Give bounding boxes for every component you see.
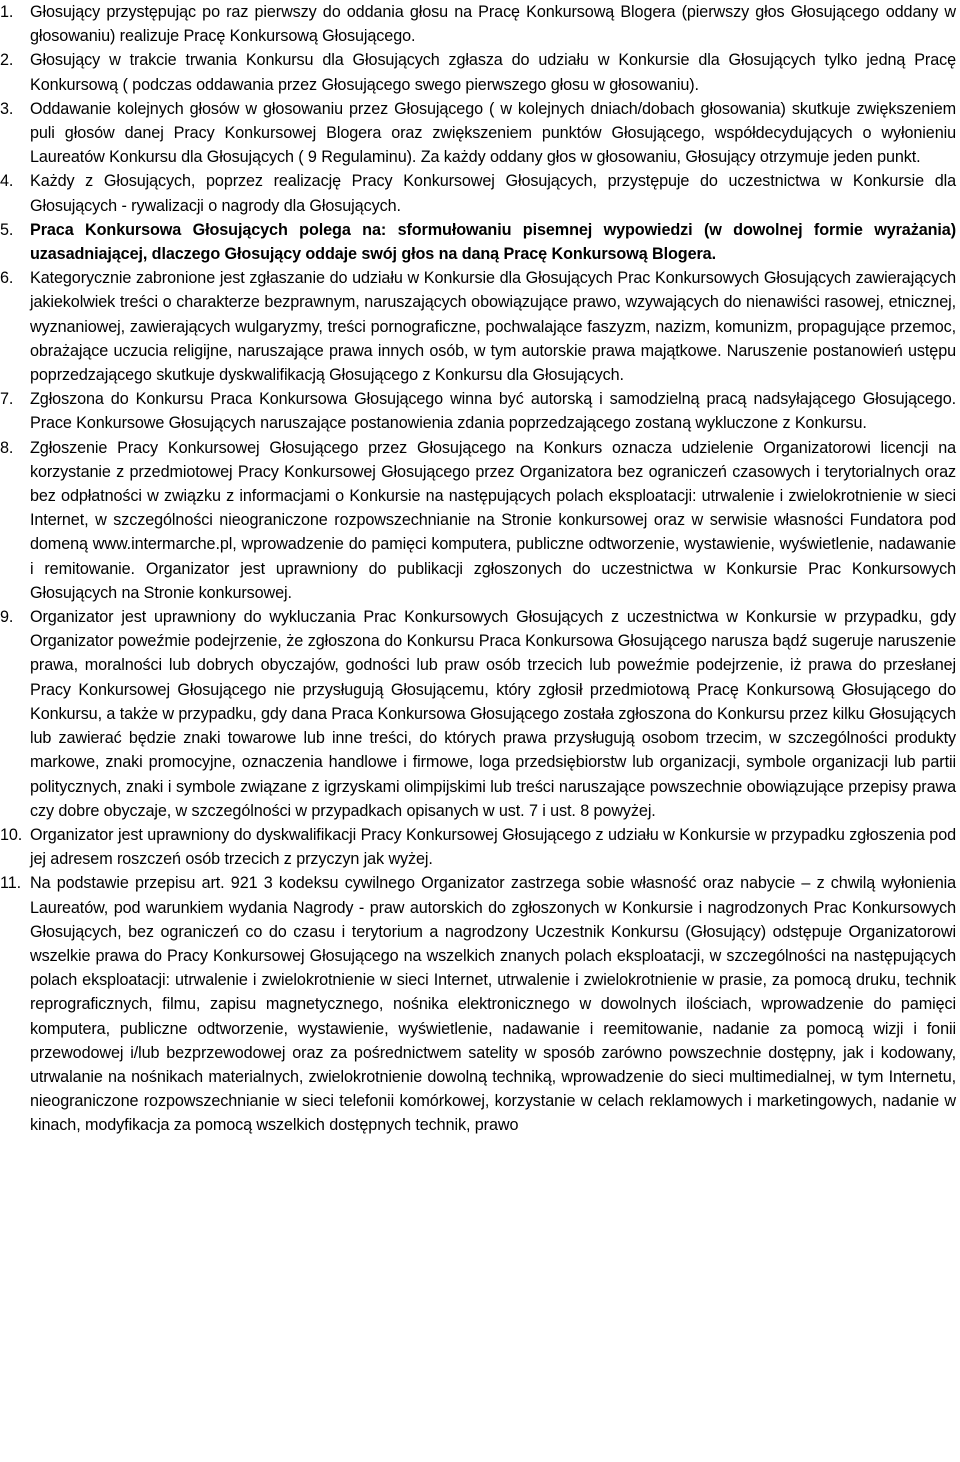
- list-item: [0, 871, 956, 1137]
- item-number: 10.: [0, 825, 23, 844]
- item-number: 6.: [0, 269, 14, 288]
- item-number: 11.: [0, 874, 22, 893]
- list-item: [0, 266, 956, 387]
- item-number: 8.: [0, 438, 14, 457]
- item-number: 7.: [0, 390, 14, 409]
- item-text: Zgłoszona do Konkursu Praca Konkursowa Głosującego winna być autorską i samodzielną pracą nadsyłającego Głosującego. Prace Konkursowe Głosujących naruszające postanowienia zdania poprzedzającego zostaną wykluczone z Konkursu.: [30, 390, 956, 433]
- item-text: Organizator jest uprawniony do wykluczania Prac Konkursowych Głosujących z uczestnictwa w Konkursie w przypadku, gdy Organizator poweźmie podejrzenie, że zgłoszona do Konkursu Praca Konkursowa Głosującego narusza bądź sugeruje naruszenie prawa, moralności lub dobrych obyczajów, godności lub praw osób trzecich lub poweźmie podejrzenie, iż prawa do przesłanej Pracy Konkursowej Głosującego nie przysługują Głosującemu, który zgłosił przedmiotową Pracę Konkursową Głosującego do Konkursu, a także w przypadku, gdy dana Praca Konkursowa Głosującego została zgłoszona do Konkursu przez kilku Głosujących lub zawierać będzie znaki towarowe lub inne treści, do których prawa przysługują osobom trzecim, w szczególności produkty markowe, znaki promocyjne, oznaczenia handlowe i firmowe, loga przedsiębiorstw lub organizacji, symbole organizacji lub partii politycznych, znaki i symbole związane z igrzyskami olimpijskimi lub treści naruszające powszechnie obowiązujące przepisy prawa czy dobre obyczaje, w szczególności w przypadkach opisanych w ust. 7 i ust. 8 powyżej.: [30, 608, 956, 820]
- list-item: [0, 387, 956, 435]
- item-text: Zgłoszenie Pracy Konkursowej Głosującego przez Głosującego na Konkurs oznacza udzielenie Organizatorowi licencji na korzystanie z przedmiotowej Pracy Konkursowej Głosującego przez Organizatora bez ograniczeń czasowych i terytorialnych oraz bez odpłatności w związku z informacjami o Konkursie na następujących polach eksploatacji: utrwalenie i zwielokrotnienie w sieci Internet, w szczególności nieograniczone rozpowszechnianie na Stronie konkursowej oraz w serwisie własności Fundatora pod domeną www.intermarche.pl, wprowadzenie do pamięci komputera, publiczne odtworzenie, wystawienie, wyświetlenie, nadawanie i remitowanie. Organizator jest uprawniony do publikacji zgłoszonych do uczestnictwa w Konkursie Prac Konkursowych Głosujących na Stronie konkursowej.: [30, 438, 956, 602]
- item-text: Oddawanie kolejnych głosów w głosowaniu przez Głosującego ( w kolejnych dniach/dobach głosowania) skutkuje zwiększeniem puli głosów danej Pracy Konkursowej Blogera oraz zwiększeniem punktów Głosującego, współdecydujących o wyłonieniu Laureatów Konkursu dla Głosujących ( 9 Regulaminu). Za każdy oddany głos w głosowaniu, Głosujący otrzymuje jeden punkt.: [30, 99, 956, 167]
- list-item: [0, 0, 956, 48]
- list-item: [0, 605, 956, 823]
- item-text: Kategorycznie zabronione jest zgłaszanie do udziału w Konkursie dla Głosujących Prac Konkursowych Głosujących zawierających jakiekolwiek treści o charakterze bezprawnym, naruszających obowiązujące prawo, wzywających do nienawiści rasowej, etnicznej, wyznaniowej, zawierających wulgaryzmy, treści pornograficzne, pochwalające faszyzm, nazizm, komunizm, propagujące przemoc, obrażające uczucia religijne, naruszające prawa innych osób, w tym autorskie prawa majątkowe. Naruszenie postanowień ustępu poprzedzającego skutkuje dyskwalifikacją Głosującego z Konkursu dla Głosujących.: [30, 269, 956, 385]
- item-text: Na podstawie przepisu art. 921 3 kodeksu cywilnego Organizator zastrzega sobie własność oraz nabycie – z chwilą wyłonienia Laureatów, pod warunkiem wydania Nagrody - praw autorskich do zgłoszonych w Konkursie i nagrodzonych Prac Konkursowych Głosujących, bez ograniczeń co do czasu i terytorium a nagrodzony Uczestnik Konkursu (Głosujący) odstępuje Organizatorowi wszelkie prawa do Pracy Konkursowej Głosującego na wszelkich znanych polach eksploatacji, w szczególności na następujących polach eksploatacji: utrwalenie i zwielokrotnienie w sieci Internet, utrwalenie i zwielokrotnienie w prasie, za pomocą druku, technik reprograficznych, filmu, zapisu magnetycznego, nośnika elektronicznego w dowolnych ilościach, wprowadzenie do pamięci komputera, publiczne odtworzenie, wystawienie, wyświetlenie, nadawanie i reemitowanie, nadanie za pomocą wizji i fonii przewodowej i/lub bezprzewodowej oraz za pośrednictwem satelity w sposób zarówno powszechnie dostępny, jak i kodowany, utrwalanie na nośnikach materialnych, zwielokrotnienie dowolną techniką, wprowadzenie do sieci multimedialnej, w tym Internetu, nieograniczone rozpowszechnianie w sieci telefonii komórkowej, korzystanie w celach reklamowych i marketingowych, nadanie w kinach, modyfikacja za pomocą wszelkich dostępnych technik, prawo: [30, 874, 956, 1135]
- list-item: [0, 436, 956, 605]
- item-number: 2.: [0, 51, 14, 70]
- item-text: Organizator jest uprawniony do dyskwalifikacji Pracy Konkursowej Głosującego z udziału w Konkursie w przypadku zgłoszenia pod jej adresem roszczeń osób trzecich z przyczyn jak wyżej.: [30, 825, 956, 869]
- item-text-bold: Praca Konkursowa Głosujących polega na: sformułowaniu pisemnej wypowiedzi (w dowolnej formie wyrażania) uzasadniającej, dlaczego Głosujący oddaje swój głos na daną Pracę Konkursową Blogera.: [30, 220, 956, 264]
- item-number: 9.: [0, 608, 14, 627]
- list-item: [0, 218, 956, 266]
- item-number: 1.: [0, 3, 14, 21]
- list-item: [0, 823, 956, 871]
- item-number: 3.: [0, 99, 14, 118]
- list-item: [0, 97, 956, 170]
- item-text: Głosujący w trakcie trwania Konkursu dla Głosujących zgłasza do udziału w Konkursie dla Głosujących tylko jedną Pracę Konkursową ( podczas oddawania przez Głosującego swego pierwszego głosu w głosowaniu).: [30, 51, 956, 94]
- list-item: [0, 169, 956, 217]
- item-number: 5.: [0, 220, 14, 239]
- item-text: Każdy z Głosujących, poprzez realizację Pracy Konkursowej Głosujących, przystępuje do uczestnictwa w Konkursie dla Głosujących - rywalizacji o nagrody dla Głosujących.: [30, 172, 956, 215]
- list-item: [0, 48, 956, 96]
- item-number: 4.: [0, 172, 14, 191]
- item-text: Głosujący przystępując po raz pierwszy do oddania głosu na Pracę Konkursową Blogera (pierwszy głos Głosującego oddany w głosowaniu) realizuje Pracę Konkursową Głosującego.: [30, 3, 956, 46]
